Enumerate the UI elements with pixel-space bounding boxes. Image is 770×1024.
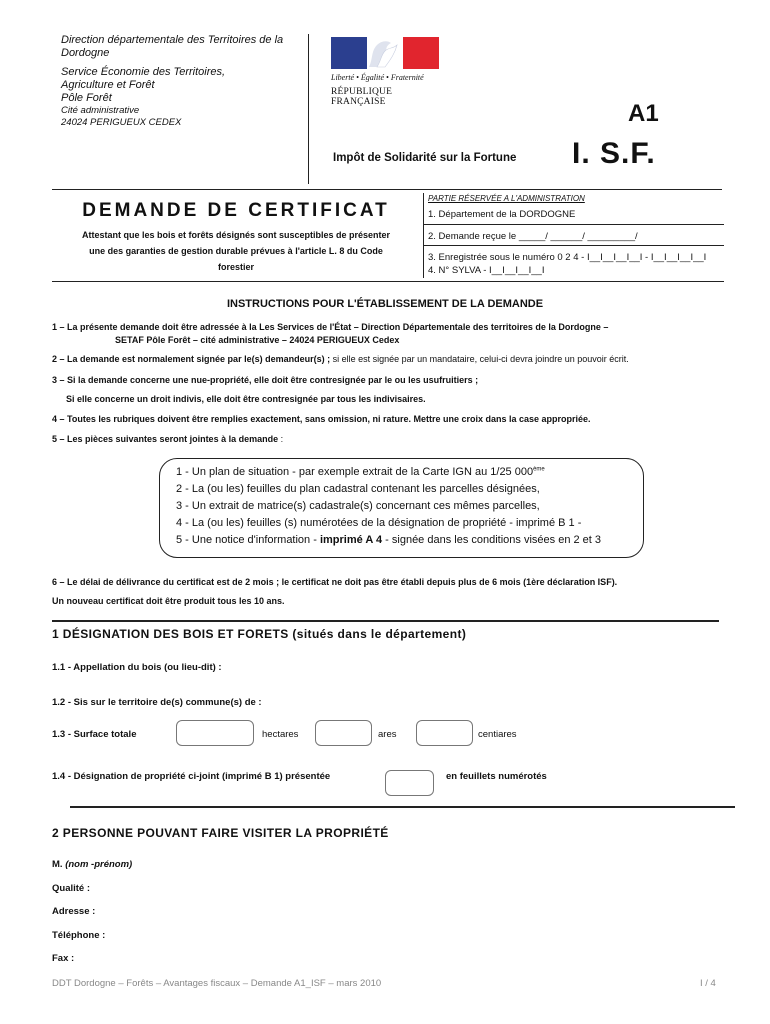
footer-text: DDT Dordogne – Forêts – Avantages fiscaux – Demande A1_ISF – mars 2010 bbox=[52, 978, 382, 989]
field-fax-label: Fax : bbox=[52, 953, 75, 964]
field-appellation-label: 1.1 - Appellation du bois (ou lieu-dit) : bbox=[52, 662, 222, 673]
section-1-title bbox=[52, 627, 466, 641]
page-number: I / 4 bbox=[700, 978, 716, 989]
field-name-hint: (nom -prénom) bbox=[62, 859, 133, 870]
field-adresse-label: Adresse : bbox=[52, 906, 96, 917]
field-name-m: M. bbox=[52, 859, 63, 870]
section-2-title: 2 PERSONNE POUVANT FAIRE VISITER LA PROPRIÉTÉ bbox=[52, 826, 389, 840]
feuillets-input[interactable] bbox=[385, 770, 434, 796]
centiares-label: centiares bbox=[478, 729, 517, 740]
admin-sylva-number[interactable]: 4. N° SYLVA - I__I__I__I__I bbox=[428, 265, 545, 276]
address-line: Cité administrative bbox=[61, 105, 140, 116]
section-1-title-main: 1 DÉSIGNATION DES BOIS ET FORETS bbox=[52, 627, 289, 641]
field-surface-label: 1.3 - Surface totale bbox=[52, 729, 137, 740]
instruction-5-normal: : bbox=[278, 434, 284, 444]
field-designation-label: 1.4 - Désignation de propriété ci-joint (imprimé B 1) présentée bbox=[52, 771, 331, 782]
instruction-6: 6 – Le délai de délivrance du certificat est de 2 mois ; le certificat ne doit pas être établi depuis plus de 6 mois (1ère déclaration ISF). bbox=[52, 577, 618, 587]
piece-4: 4 - La (ou les) feuilles (s) numérotées de la désignation de propriété - imprimé B 1 - bbox=[176, 517, 582, 529]
instruction-5-bold: 5 – Les pièces suivantes seront jointes à la demande bbox=[52, 434, 279, 444]
instruction-2-normal: si elle est signée par un mandataire, celui-ci devra joindre un pouvoir écrit. bbox=[330, 354, 629, 364]
field-name-label bbox=[52, 859, 132, 870]
admin-received-date[interactable]: 2. Demande reçue le _____/ ______/ _________/ bbox=[428, 231, 638, 242]
ares-input[interactable] bbox=[315, 720, 372, 746]
instruction-2-bold: 2 – La demande est normalement signée par le(s) demandeur(s) ; bbox=[52, 354, 331, 364]
field-communes-label: 1.2 - Sis sur le territoire de(s) commune(s) de : bbox=[52, 697, 262, 708]
attest-line: Attestant que les bois et forêts désignés sont susceptibles de présenter bbox=[81, 230, 391, 240]
piece-1 bbox=[176, 466, 545, 478]
admin-registration-number[interactable]: 3. Enregistrée sous le numéro 0 2 4 - I__I__I__I__I - I__I__I__I__I bbox=[428, 252, 707, 263]
admin-rule bbox=[424, 245, 724, 246]
piece-3: 3 - Un extrait de matrice(s) cadastrale(s) concernant ces mêmes parcelles, bbox=[176, 500, 540, 512]
form-code: A1 bbox=[628, 100, 659, 127]
instruction-3-b: Si elle concerne un droit indivis, elle doit être contresignée par tous les indivisaires. bbox=[66, 394, 426, 404]
piece-1-sup: ème bbox=[533, 466, 545, 473]
attest-line: une des garanties de gestion durable prévues à l'article L. 8 du Code bbox=[89, 246, 383, 256]
header-divider bbox=[308, 34, 309, 184]
piece-5-c: - signée dans les conditions visées en 2 et 3 bbox=[382, 534, 602, 546]
feuillets-label: en feuillets numérotés bbox=[446, 771, 547, 782]
ares-label: ares bbox=[378, 729, 397, 740]
piece-2: 2 - La (ou les) feuilles du plan cadastral contenant les parcelles désignées, bbox=[176, 483, 540, 495]
service-line: Agriculture et Forêt bbox=[61, 79, 155, 91]
instruction-4: 4 – Toutes les rubriques doivent être remplies exactement, sans omission, ni rature. Mettre une croix dans la case appropriée. bbox=[52, 414, 591, 424]
section-1-title-suffix: (situés dans le département) bbox=[288, 627, 467, 641]
instruction-2 bbox=[52, 353, 742, 365]
instruction-5 bbox=[52, 433, 742, 445]
admin-department: 1. Département de la DORDOGNE bbox=[428, 209, 576, 220]
attest-text bbox=[52, 227, 420, 275]
attest-line: forestier bbox=[217, 262, 254, 272]
header-rule bbox=[52, 189, 722, 190]
centiares-input[interactable] bbox=[416, 720, 473, 746]
address-line: 24024 PERIGUEUX CEDEX bbox=[61, 117, 182, 128]
document-title: DEMANDE DE CERTIFICAT bbox=[82, 200, 390, 221]
piece-5-b: imprimé A 4 bbox=[319, 534, 383, 546]
admin-rule bbox=[424, 224, 724, 225]
hectares-label: hectares bbox=[262, 729, 299, 740]
instruction-6-b: Un nouveau certificat doit être produit tous les 10 ans. bbox=[52, 596, 285, 606]
service-line: Pôle Forêt bbox=[61, 92, 112, 104]
admin-divider bbox=[423, 193, 424, 278]
instructions-title: INSTRUCTIONS POUR L'ÉTABLISSEMENT DE LA DEMANDE bbox=[226, 298, 544, 310]
instruction-3: 3 – Si la demande concerne une nue-propriété, elle doit être contresignée par le ou les usufruitiers ; bbox=[52, 375, 479, 385]
section-rule bbox=[52, 620, 719, 622]
motto: Liberté • Égalité • Fraternité bbox=[331, 73, 424, 82]
tax-code: I. S.F. bbox=[572, 137, 656, 170]
field-qualite-label: Qualité : bbox=[52, 883, 91, 894]
piece-5-a: 5 - Une notice d'information - bbox=[176, 534, 320, 546]
field-telephone-label: Téléphone : bbox=[52, 930, 106, 941]
hectares-input[interactable] bbox=[176, 720, 254, 746]
section-rule bbox=[70, 806, 735, 808]
instruction-1-address: SETAF Pôle Forêt – cité administrative – 24024 PERIGUEUX Cedex bbox=[115, 335, 400, 345]
demande-rule bbox=[52, 281, 724, 282]
service-line: Service Économie des Territoires, bbox=[61, 66, 226, 78]
marianne-logo bbox=[331, 37, 439, 69]
admin-title: PARTIE RÉSERVÉE A L'ADMINISTRATION bbox=[428, 194, 585, 203]
sender-block bbox=[61, 34, 306, 129]
republique-label: RÉPUBLIQUE FRANÇAISE bbox=[331, 87, 393, 107]
piece-1-text: 1 - Un plan de situation - par exemple extrait de la Carte IGN au 1/25 000 bbox=[176, 466, 534, 478]
instruction-1: 1 – La présente demande doit être adressée à la Les Services de l'État – Direction Départementale des territoires de la Dordogne – bbox=[52, 322, 609, 332]
tax-label: Impôt de Solidarité sur la Fortune bbox=[333, 152, 517, 164]
piece-5 bbox=[176, 534, 601, 546]
direction-name: Direction départementale des Territoires de la Dordogne bbox=[61, 34, 284, 59]
